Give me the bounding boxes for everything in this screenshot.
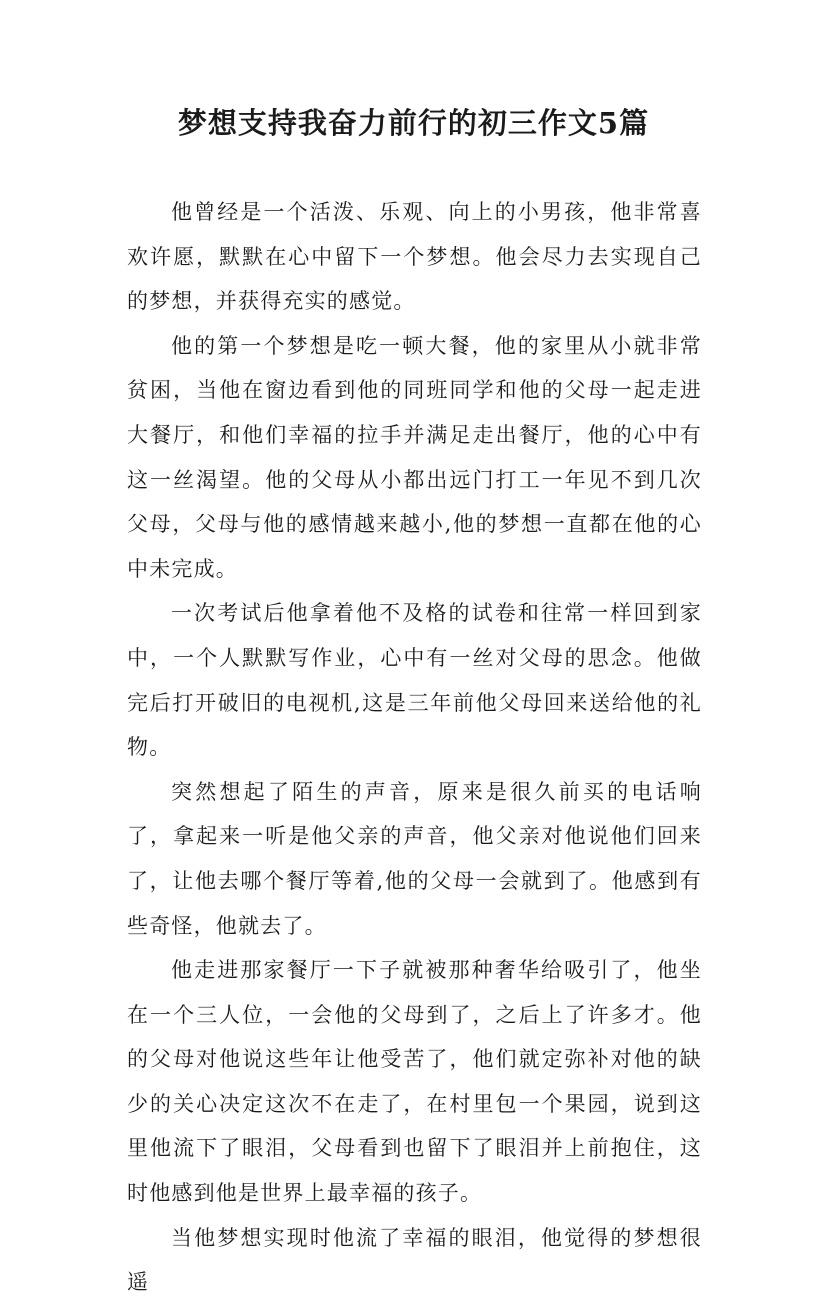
paragraph-5: 他走进那家餐厅一下子就被那种奢华给吸引了，他坐在一个三人位，一会他的父母到了，之后上了许多才。他的父母对他说这些年让他受苦了，他们就定弥补对他的缺少的关心决定这次不在走了，在村里包一个果园，说到这里他流下了眼泪，父母看到也留下了眼泪并上前抱住，这时他感到他是世界上最幸福的孩子。 xyxy=(127,958,702,1206)
paragraph-4: 突然想起了陌生的声音，原来是很久前买的电话响了，拿起来一听是他父亲的声音，他父亲对他说他们回来了，让他去哪个餐厅等着,他的父母一会就到了。他感到有些奇怪，他就去了。 xyxy=(127,779,702,938)
page-title: 梦想支持我奋力前行的初三作文5篇 xyxy=(177,106,650,140)
paragraph-3: 一次考试后他拿着他不及格的试卷和往常一样回到家中，一个人默默写作业，心中有一丝对父母的思念。他做完后打开破旧的电视机,这是三年前他父母回来送给他的礼物。 xyxy=(127,601,702,760)
paragraph-2: 他的第一个梦想是吃一顿大餐，他的家里从小就非常贫困，当他在窗边看到他的同班同学和他的父母一起走进大餐厅，和他们幸福的拉手并满足走出餐厅，他的心中有这一丝渴望。他的父母从小都出远门打工一年见不到几次父母，父母与他的感情越来越小,他的梦想一直都在他的心中未完成。 xyxy=(127,333,702,581)
paragraph-1: 他曾经是一个活泼、乐观、向上的小男孩，他非常喜欢许愿，默默在心中留下一个梦想。他会尽力去实现自己的梦想，并获得充实的感觉。 xyxy=(127,200,702,314)
essay-body xyxy=(127,190,702,1305)
paragraph-6: 当他梦想实现时他流了幸福的眼泪，他觉得的梦想很遥 xyxy=(127,1225,702,1295)
